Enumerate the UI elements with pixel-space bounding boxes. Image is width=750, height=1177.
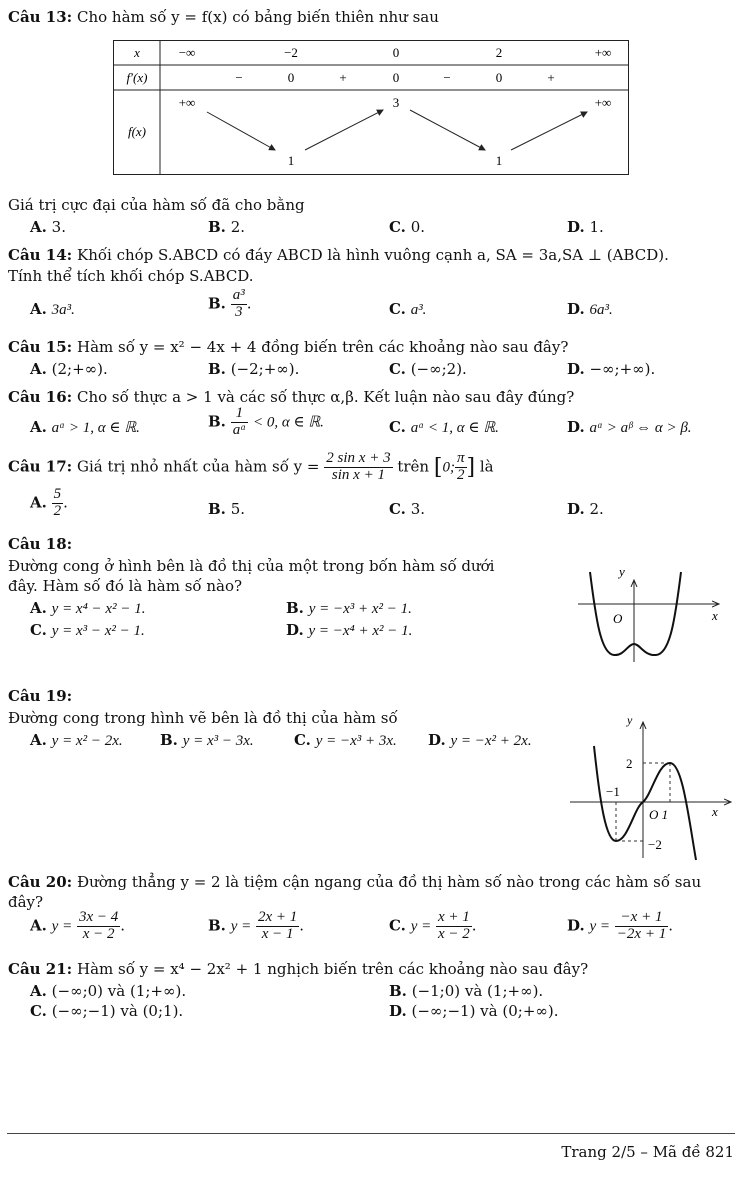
variation-table [113, 40, 629, 176]
q20-stem [8, 873, 701, 891]
vt-x-2: 2 [495, 45, 503, 60]
q17-option-d[interactable]: D. 2. [567, 500, 604, 518]
q20-option-c[interactable]: C. y = $\frac{x + 1}{x - 2}$ . [389, 909, 477, 942]
vt-x-pos-inf: +∞ [594, 45, 612, 60]
q21-option-b[interactable]: B. (−1;0) và (1;+∞). [389, 982, 544, 1000]
q14-option-c[interactable]: C. a³. [389, 300, 427, 318]
q21-text: Hàm số y = x⁴ − 2x² + 1 nghịch biến trên các khoảng nào sau đây? [76, 960, 589, 978]
q14-label: Câu 14: [8, 246, 73, 264]
vt-arrow-4 [511, 112, 587, 150]
q18-option-b[interactable]: B. y = −x³ + x² − 1. [286, 599, 412, 617]
q20-option-d[interactable]: D. y = $\frac{-x + 1}{-2x + 1}$ . [567, 909, 673, 942]
q13-label: Câu 13: [8, 8, 73, 26]
q19-option-d[interactable]: D. y = −x² + 2x. [428, 731, 532, 749]
q16-option-d[interactable]: D. aᵅ > aᵝ ⇔ α > β. [567, 418, 692, 436]
q19-graph [566, 708, 736, 864]
q16-option-a[interactable]: A. aᵅ > 1, α ∈ ℝ. [30, 418, 140, 436]
q17-option-b[interactable]: B. 5. [208, 500, 245, 518]
vt-f-4: 1 [495, 153, 503, 168]
q13-option-d[interactable]: D. 1. [567, 218, 604, 236]
q18-curve [590, 572, 681, 655]
vt-fp-6: 0 [495, 70, 503, 85]
vt-fp-3: + [339, 70, 347, 85]
q15-stem [8, 338, 568, 356]
q16-option-b[interactable]: B. $\frac{1}{\text{aᵅ}}$ < 0, α ∈ ℝ. [208, 405, 324, 438]
vt-f-2: 1 [287, 153, 295, 168]
q19-y-label: y [627, 713, 633, 727]
q13-text: Cho hàm số y = f(x) có bảng biến thiên như sau [76, 8, 439, 26]
q15-option-b[interactable]: B. (−2;+∞). [208, 360, 300, 378]
vt-x-neg-inf: −∞ [178, 45, 196, 60]
q18-line2: đây. Hàm số đó là hàm số nào? [8, 577, 243, 595]
q16-label: Câu 16: [8, 388, 73, 406]
vt-fp-2: 0 [287, 70, 295, 85]
q18-line1: Đường cong ở hình bên là đồ thị của một trong bốn hàm số dưới [8, 557, 495, 575]
q16-stem [8, 388, 574, 406]
q15-option-c[interactable]: C. (−∞;2). [389, 360, 467, 378]
q18-option-a[interactable]: A. y = x⁴ − x² − 1. [30, 599, 146, 617]
q19-label-o1: O 1 [649, 807, 669, 822]
q15-label: Câu 15: [8, 338, 73, 356]
q19-label: Câu 19: [8, 687, 73, 705]
q21-label: Câu 21: [8, 960, 73, 978]
vt-fp-1: − [235, 70, 243, 85]
q16-option-c[interactable]: C. aᵅ < 1, α ∈ ℝ. [389, 418, 499, 436]
q14-option-b[interactable]: B. $\frac{\text{a³}}{3}$ . [208, 287, 252, 320]
vt-x-0: 0 [392, 45, 400, 60]
q17-label: Câu 17: [8, 457, 73, 476]
q13-option-c[interactable]: C. 0. [389, 218, 425, 236]
q18-option-d[interactable]: D. y = −x⁴ + x² − 1. [286, 621, 413, 639]
vt-fp-label: f′(x) [126, 70, 148, 85]
q14-line2: Tính thể tích khối chóp S.ABCD. [8, 267, 254, 285]
q20-line1: Đường thẳng y = 2 là tiệm cận ngang của đồ thị hàm số nào trong các hàm số sau [76, 873, 702, 891]
q19-option-b[interactable]: B. y = x³ − 3x. [160, 731, 254, 749]
page-footer: Trang 2/5 – Mã đề 821 [561, 1143, 734, 1161]
vt-f-label: f(x) [127, 124, 147, 139]
vt-arrow-2 [305, 110, 383, 150]
q19-text: Đường cong trong hình vẽ bên là đồ thị của hàm số [8, 709, 398, 727]
q14-line1: Khối chóp S.ABCD có đáy ABCD là hình vuông cạnh a, SA = 3a,SA ⊥ (ABCD). [76, 246, 669, 264]
q20-line2: đây? [8, 893, 44, 911]
q14-option-d[interactable]: D. 6a³. [567, 300, 613, 318]
q18-graph [574, 560, 724, 666]
q13-question: Giá trị cực đại của hàm số đã cho bằng [8, 196, 305, 214]
q19-option-c[interactable]: C. y = −x³ + 3x. [294, 731, 397, 749]
q21-option-c[interactable]: C. (−∞;−1) và (0;1). [30, 1002, 184, 1020]
q19-label-m1: −1 [606, 784, 620, 799]
q13-option-b[interactable]: B. 2. [208, 218, 245, 236]
q18-y-label: y [619, 564, 625, 579]
q18-option-c[interactable]: C. y = x³ − x² − 1. [30, 621, 145, 639]
vt-fp-5: − [443, 70, 451, 85]
vt-fp-7: + [547, 70, 555, 85]
q19-label-m2: −2 [648, 837, 662, 852]
q14-stem [8, 246, 669, 264]
q17-fraction: $\frac{\text{2 sin x + 3}}{\text{sin x + 1}}$ [326, 450, 391, 483]
q18-origin-label: O [613, 611, 623, 626]
q21-option-d[interactable]: D. (−∞;−1) và (0;+∞). [389, 1002, 559, 1020]
q15-option-a[interactable]: A. (2;+∞). [30, 360, 108, 378]
footer-divider [7, 1133, 735, 1134]
q19-label-2: 2 [626, 756, 633, 771]
vt-fp-4: 0 [392, 70, 400, 85]
q13-stem [8, 8, 439, 26]
q21-option-a[interactable]: A. (−∞;0) và (1;+∞). [30, 982, 187, 1000]
vt-x: x [134, 45, 140, 60]
vt-f-3: 3 [392, 95, 400, 110]
q15-option-d[interactable]: D. −∞;+∞). [567, 360, 656, 378]
q20-option-a[interactable]: A. y = $\frac{3x - 4}{x - 2}$ . [30, 909, 126, 942]
q17-option-c[interactable]: C. 3. [389, 500, 425, 518]
q17-stem: Câu 17: Giá trị nhỏ nhất của hàm số y = $\frac{\text{2 sin x + 3}}{\text{sin x + 1}}$ trên [0; $\frac{\pi}{2}$ ] là [8, 450, 494, 483]
q15-text: Hàm số y = x² − 4x + 4 đồng biến trên các khoảng nào sau đây? [76, 338, 569, 356]
q19-option-a[interactable]: A. y = x² − 2x. [30, 731, 123, 749]
q13-option-a[interactable]: A. 3. [30, 218, 66, 236]
q17-option-a[interactable]: A. $\frac{5}{2}$ . [30, 486, 68, 519]
vt-arrow-1 [207, 112, 275, 150]
q20-label: Câu 20: [8, 873, 73, 891]
vt-x-m2: −2 [284, 45, 298, 60]
q20-option-b[interactable]: B. y = $\frac{2x + 1}{x - 1}$ . [208, 909, 305, 942]
vt-arrow-3 [410, 110, 485, 150]
q14-option-a[interactable]: A. 3a³. [30, 300, 75, 318]
q19-x-label: x [712, 804, 718, 819]
q21-stem [8, 960, 588, 978]
vt-f-1: +∞ [178, 95, 196, 110]
q18-label: Câu 18: [8, 535, 73, 553]
q18-x-label: x [712, 608, 718, 623]
q16-text: Cho số thực a > 1 và các số thực α,β. Kết luận nào sau đây đúng? [76, 388, 575, 406]
vt-f-5: +∞ [594, 95, 612, 110]
